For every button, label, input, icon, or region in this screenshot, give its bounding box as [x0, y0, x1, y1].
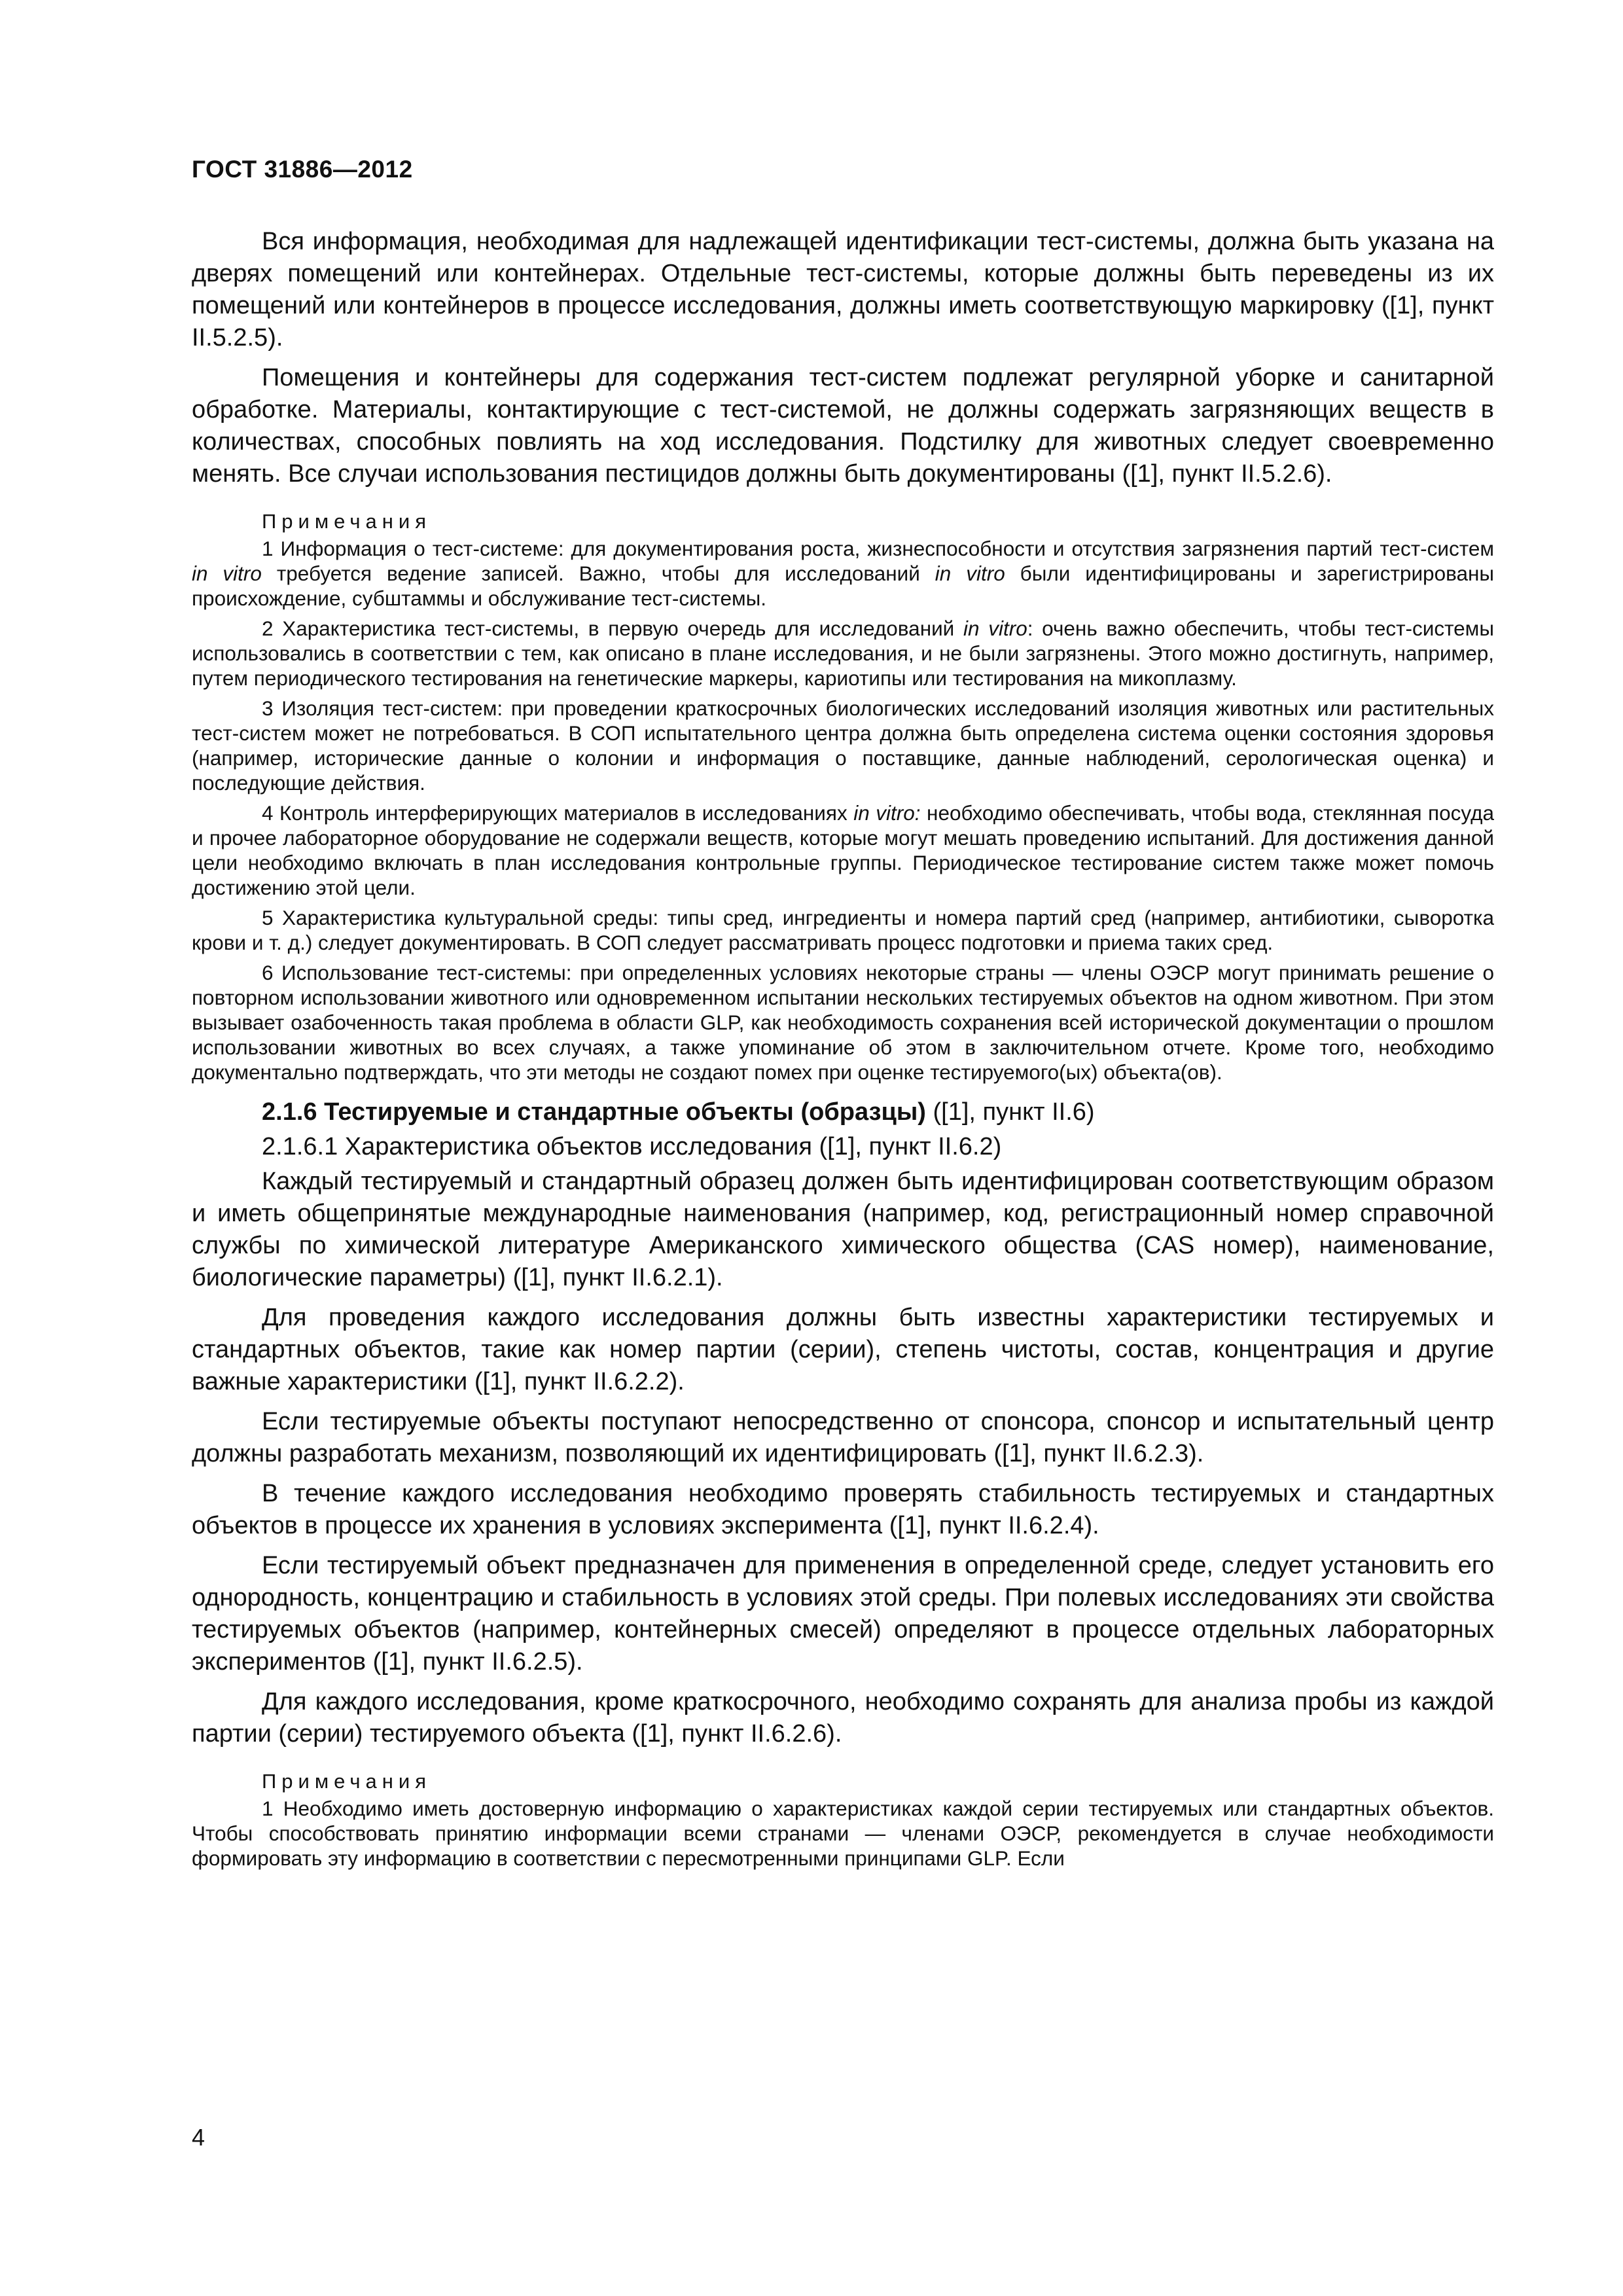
paragraph-identification-objects: Каждый тестируемый и стандартный образец должен быть идентифицирован соответствующим образом и иметь общепринятые международные наименования (например, код, регистрационный номер справочной службы по химической литературе Американского химического общества (CAS номер), наименование, биологические параметры) ([1], пункт II.6.2.1). [192, 1168, 1494, 1291]
note-1-text-a: 1 Информация о тест-системе: для документирования роста, жизнеспособности и отсутствия загрязнения партий тест-систем [262, 537, 1494, 560]
paragraph-homogeneity: Если тестируемый объект предназначен для применения в определенной среде, следует установить его однородность, концентрацию и стабильность в условиях этой среды. При полевых исследованиях эти свойства тестируемых объектов (например, контейнерных смесей) определяют в процессе отдельных лабораторных экспериментов ([1], пункт II.6.2.5). [192, 1552, 1494, 1676]
notes-title: Примечания [262, 510, 431, 533]
note-2-text-b: : очень важно обеспечить, чтобы тест-системы использовались в соответствии с тем, как описано в плане исследования, и не были загрязнены. Этого можно достигнуть, например, путем периодического тестирования на генетические маркеры, кариотипы или тестирования на микоплазму. [192, 617, 1494, 690]
paragraph-samples: Для каждого исследования, кроме краткосрочного, необходимо сохранять для анализа пробы из каждой партии (серии) тестируемого объекта ([1], пункт II.6.2.6). [192, 1688, 1494, 1748]
note-4-text-a: 4 Контроль интерферирующих материалов в исследованиях [262, 801, 854, 825]
note-6: 6 Использование тест-системы: при определенных условиях некоторые страны — члены ОЭСР могут принимать решение о повторном использовании животного или одновременном испытании нескольких тестируемых объектов на одном животном. При этом вызывает озабоченность такая проблема в области GLP, как необходимость сохранения всей исторической документации о прошлом использовании животных во всех случаях, а также упоминание об этом в заключительном отчете. Кроме того, необходимо документально подтверждать, что эти методы не создают помех при оценке тестируемого(ых) объекта(ов). [192, 961, 1494, 1084]
note-2 [192, 616, 1494, 691]
paragraph-cleaning: Помещения и контейнеры для содержания тест-систем подлежат регулярной уборке и санитарной обработке. Материалы, контактирующие с тест-системой, не должны содержать загрязняющих веществ в количествах, способных повлиять на ход исследования. Подстилку для животных следует своевременно менять. Все случаи использования пестицидов должны быть документированы ([1], пункт II.5.2.6). [192, 364, 1494, 488]
note-2-text-a: 2 Характеристика тест-системы, в первую очередь для исследований [262, 617, 963, 640]
document-header: ГОСТ 31886—2012 [192, 156, 413, 183]
note-1-italic-b: in vitro [935, 562, 1005, 585]
note-5: 5 Характеристика культуральной среды: типы сред, ингредиенты и номера партий сред (например, антибиотики, сыворотка крови и т. д.) следует документировать. В СОП следует рассматривать процесс подготовки и приема таких сред. [192, 906, 1494, 954]
document-body [192, 226, 1494, 1876]
section-heading [192, 1096, 1494, 1128]
paragraph-characteristics: Для проведения каждого исследования должны быть известны характеристики тестируемых и стандартных объектов, такие как номер партии (серии), степень чистоты, состав, концентрация и другие важные характеристики ([1], пункт II.6.2.2). [192, 1304, 1494, 1395]
note-4 [192, 800, 1494, 900]
paragraph-sponsor: Если тестируемые объекты поступают непосредственно от спонсора, спонсор и испытательный центр должны разработать механизм, позволяющий их идентифицировать ([1], пункт II.6.2.3). [192, 1408, 1494, 1467]
section-gap [192, 1090, 1494, 1096]
document-page [192, 0, 1494, 2296]
note-1-italic-a: in vitro [192, 562, 262, 585]
paragraph-stability: В течение каждого исследования необходимо проверять стабильность тестируемых и стандартных объектов в процессе их хранения в условиях эксперимента ([1], пункт II.6.2.4). [192, 1480, 1494, 1539]
notes-title-2: Примечания [262, 1770, 431, 1793]
paragraph-identification: Вся информация, необходимая для надлежащей идентификации тест-системы, должна быть указана на дверях помещений или контейнерах. Отдельные тест-системы, которые должны быть переведены из их помещений или контейнеров в процессе исследования, должны иметь соответствующую маркировку ([1], пункт II.5.2.5). [192, 228, 1494, 351]
note-1-text-c: были идентифицированы и зарегистрированы происхождение, субштаммы и обслуживание тест-системы. [192, 562, 1495, 610]
note-4-text-b: необходимо обеспечивать, чтобы вода, стеклянная посуда и прочее лабораторное оборудование не содержали веществ, которые могут мешать проведению испытаний. Для достижения данной цели необходимо включать в план исследования контрольные группы. Периодическое тестирование систем также может помочь достижению этой цели. [192, 801, 1494, 899]
page-number: 4 [192, 2124, 205, 2151]
note-2-1: 1 Необходимо иметь достоверную информацию о характеристиках каждой серии тестируемых или стандартных объектов. Чтобы способствовать принятию информации всеми странами — членами ОЭСР, рекомендуется в случае необходимости формировать эту информацию в соответствии с пересмотренными принципами GLP. Если [192, 1797, 1494, 1870]
note-1-text-b: требуется ведение записей. Важно, чтобы для исследований [261, 562, 935, 585]
subsection-heading: 2.1.6.1 Характеристика объектов исследования ([1], пункт II.6.2) [262, 1133, 1002, 1160]
note-1 [192, 536, 1494, 611]
note-3: 3 Изоляция тест-систем: при проведении краткосрочных биологических исследований изоляция животных или растительных тест-систем может не потребоваться. В СОП испытательного центра должна быть определена система оценки состояния здоровья (например, исторические данные о колонии и информация о поставщике, данные наблюдений, серологическая оценка) и последующие действия. [192, 696, 1494, 795]
note-4-italic: in vitro: [853, 801, 921, 825]
note-2-italic: in vitro [963, 617, 1027, 640]
section-heading-bold: 2.1.6 Тестируемые и стандартные объекты (образцы) [262, 1098, 926, 1126]
section-heading-ref: ([1], пункт II.6) [925, 1098, 1095, 1126]
